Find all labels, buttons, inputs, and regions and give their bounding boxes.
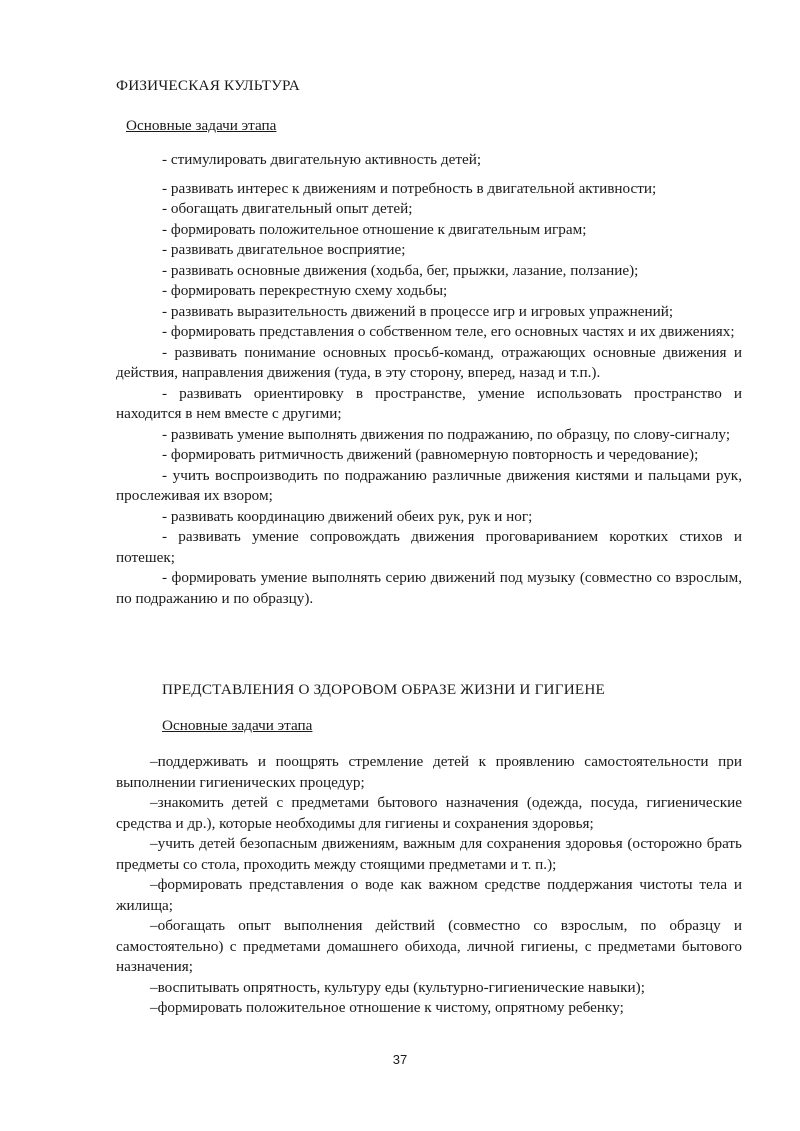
task-item: –учить детей безопасным движениям, важным для сохранения здоровья (осторожно брать предметы со стола, проходить между стоящими предметами и т. п.); <box>116 835 742 873</box>
task-list-physical-culture <box>116 150 742 609</box>
page-number: 37 <box>392 1052 408 1067</box>
task-item: - формировать умение выполнять серию движений под музыку (совместно со взрослым, по подражанию и по образцу). <box>116 569 742 607</box>
section-subtitle-main-tasks: Основные задачи этапа <box>126 117 277 134</box>
task-item: - формировать перекрестную схему ходьбы; <box>162 282 448 299</box>
task-item: - учить воспроизводить по подражанию различные движения кистями и пальцами рук, прослеживая их взором; <box>116 466 742 504</box>
section-title-physical-culture: ФИЗИЧЕСКАЯ КУЛЬТУРА <box>116 77 300 94</box>
task-item: –обогащать опыт выполнения действий (совместно со взрослым, по образцу и самостоятельно) с предметами домашнего обихода, личной гигиены, с предметами бытового назначения; <box>116 917 742 975</box>
task-item: - стимулировать двигательную активность детей; <box>162 151 482 168</box>
task-item: - развивать умение сопровождать движения проговариванием коротких стихов и потешек; <box>116 528 742 566</box>
task-item: - формировать положительное отношение к двигательным играм; <box>162 220 587 238</box>
task-item: - развивать основные движения (ходьба, бег, прыжки, лазание, ползание); <box>162 261 639 279</box>
task-item: - развивать координацию движений обеих рук, рук и ног; <box>162 507 533 525</box>
task-item: - развивать интерес к движениям и потребность в двигательной активности; <box>162 179 657 197</box>
task-item: - развивать двигательное восприятие; <box>162 241 406 258</box>
task-item: - развивать понимание основных просьб-команд, отражающих основные движения и действия, направления движения (туда, в эту сторону, вперед, назад и т.п.). <box>116 343 742 381</box>
task-item: - формировать представления о собственном теле, его основных частях и их движениях; <box>162 323 735 340</box>
task-item: –поддерживать и поощрять стремление детей к проявлению самостоятельности при выполнении гигиенических процедур; <box>116 753 742 791</box>
section-subtitle-main-tasks-2: Основные задачи этапа <box>162 717 313 734</box>
task-item: - обогащать двигательный опыт детей; <box>162 200 413 217</box>
task-item: - развивать выразительность движений в процессе игр и игровых упражнений; <box>162 302 674 320</box>
section-title-healthy-lifestyle: ПРЕДСТАВЛЕНИЯ О ЗДОРОВОМ ОБРАЗЕ ЖИЗНИ И ГИГИЕНЕ <box>162 681 605 698</box>
task-item: –знакомить детей с предметами бытового назначения (одежда, посуда, гигиенические средства и др.), которые необходимы для гигиены и сохранения здоровья; <box>116 794 742 832</box>
task-item: - формировать ритмичность движений (равномерную повторность и чередование); <box>162 446 699 463</box>
task-item: –формировать положительное отношение к чистому, опрятному ребенку; <box>150 999 624 1016</box>
task-item: - развивать умение выполнять движения по подражанию, по образцу, по слову-сигналу; <box>162 425 731 443</box>
task-item: –воспитывать опрятность, культуру еды (культурно-гигиенические навыки); <box>150 978 645 996</box>
task-item: - развивать ориентировку в пространстве, умение использовать пространство и находится в нем вместе с другими; <box>116 384 742 422</box>
task-item: –формировать представления о воде как важном средстве поддержания чистоты тела и жилища; <box>116 876 742 914</box>
task-list-healthy-lifestyle <box>116 752 742 1019</box>
